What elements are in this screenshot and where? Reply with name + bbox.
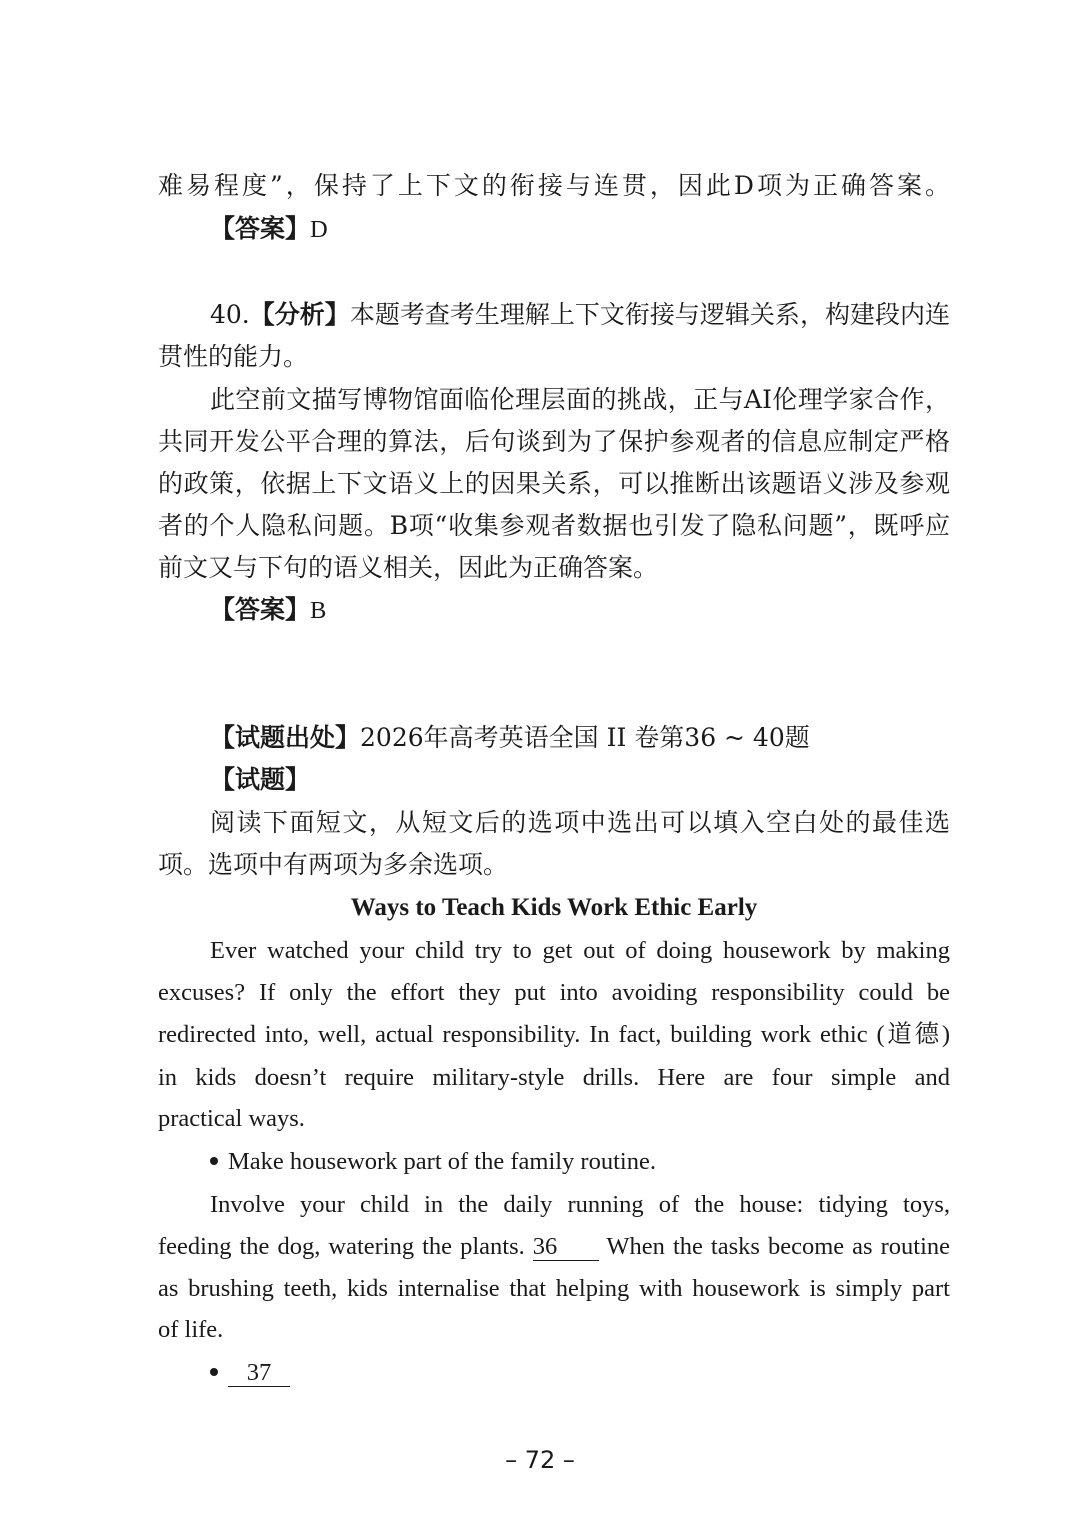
- passage-p2-line-2: feeding the dog, watering the plants. 36 When the tasks become as routine: [158, 1233, 951, 1260]
- analysis-label: 【分析】: [249, 300, 350, 329]
- bullet-item-2: [210, 1355, 950, 1391]
- blank-37: 37: [228, 1360, 290, 1387]
- passage-p2-line-1: Involve your child in the daily running of the house: tidying toys,: [210, 1191, 950, 1218]
- page-number: – 72 –: [505, 1446, 575, 1474]
- prev-explanation-line: 难易程度”，保持了上下文的衔接与连贯，因此D项为正确答案。: [158, 171, 950, 200]
- passage-p1-line-5: practical ways.: [158, 1105, 305, 1132]
- q40-para-line-2: 共同开发公平合理的算法，后句谈到为了保护参观者的信息应制定严格: [158, 427, 950, 456]
- q40-para-line-4: 者的个人隐私问题。B项“收集参观者数据也引发了隐私问题”，既呼应: [158, 511, 950, 540]
- q40-para-line-5: 前文又与下句的语义相关，因此为正确答案。: [158, 553, 659, 582]
- answer-label: 【答案】: [210, 214, 311, 243]
- question-label: 【试题】: [210, 765, 311, 794]
- passage-p2-line-4: of life.: [158, 1316, 224, 1343]
- source-line: [210, 720, 950, 756]
- bullet-icon: [210, 1157, 218, 1165]
- q40-analysis-line-1: 40.【分析】本题考查考生理解上下文衔接与逻辑关系，构建段内连: [210, 300, 950, 329]
- q40-para-line-1: 此空前文描写博物馆面临伦理层面的挑战，正与AI伦理学家合作，: [210, 385, 950, 414]
- bullet-item-1: Make housework part of the family routine.: [210, 1144, 950, 1180]
- prev-answer: [210, 211, 950, 248]
- instruction-line-2: 项。选项中有两项为多余选项。: [158, 850, 509, 879]
- blank-36: 36: [533, 1234, 599, 1261]
- q40-para-line-3: 的政策，依据上下文语义上的因果关系，可以推断出该题语义涉及参观: [158, 469, 950, 498]
- passage-p1-line-4: in kids doesn’t require military-style drills. Here are four simple and: [158, 1064, 950, 1091]
- passage-p1-line-1: Ever watched your child try to get out of doing housework by making: [210, 937, 950, 964]
- q40-answer: [210, 592, 950, 629]
- q40-analysis-line-2: 贯性的能力。: [158, 342, 309, 371]
- answer-value: B: [310, 597, 327, 624]
- passage-p1-line-3: redirected into, well, actual responsibility. In fact, building work ethic (道德): [158, 1021, 950, 1048]
- instruction-line-1: 阅读下面短文，从短文后的选项中选出可以填入空白处的最佳选: [210, 808, 950, 837]
- passage-title: Ways to Teach Kids Work Ethic Early: [350, 894, 758, 921]
- answer-label: 【答案】: [210, 595, 311, 624]
- passage-p2-line-3: as brushing teeth, kids internalise that helping with housework is simply part: [158, 1275, 950, 1302]
- source-text: 2026年高考英语全国 II 卷第36 ~ 40题: [360, 723, 810, 752]
- bullet-icon: [210, 1368, 218, 1376]
- passage-p1-line-2: excuses? If only the effort they put into avoiding responsibility could be: [158, 979, 950, 1006]
- answer-value: D: [310, 216, 328, 243]
- source-label: 【试题出处】: [210, 723, 361, 752]
